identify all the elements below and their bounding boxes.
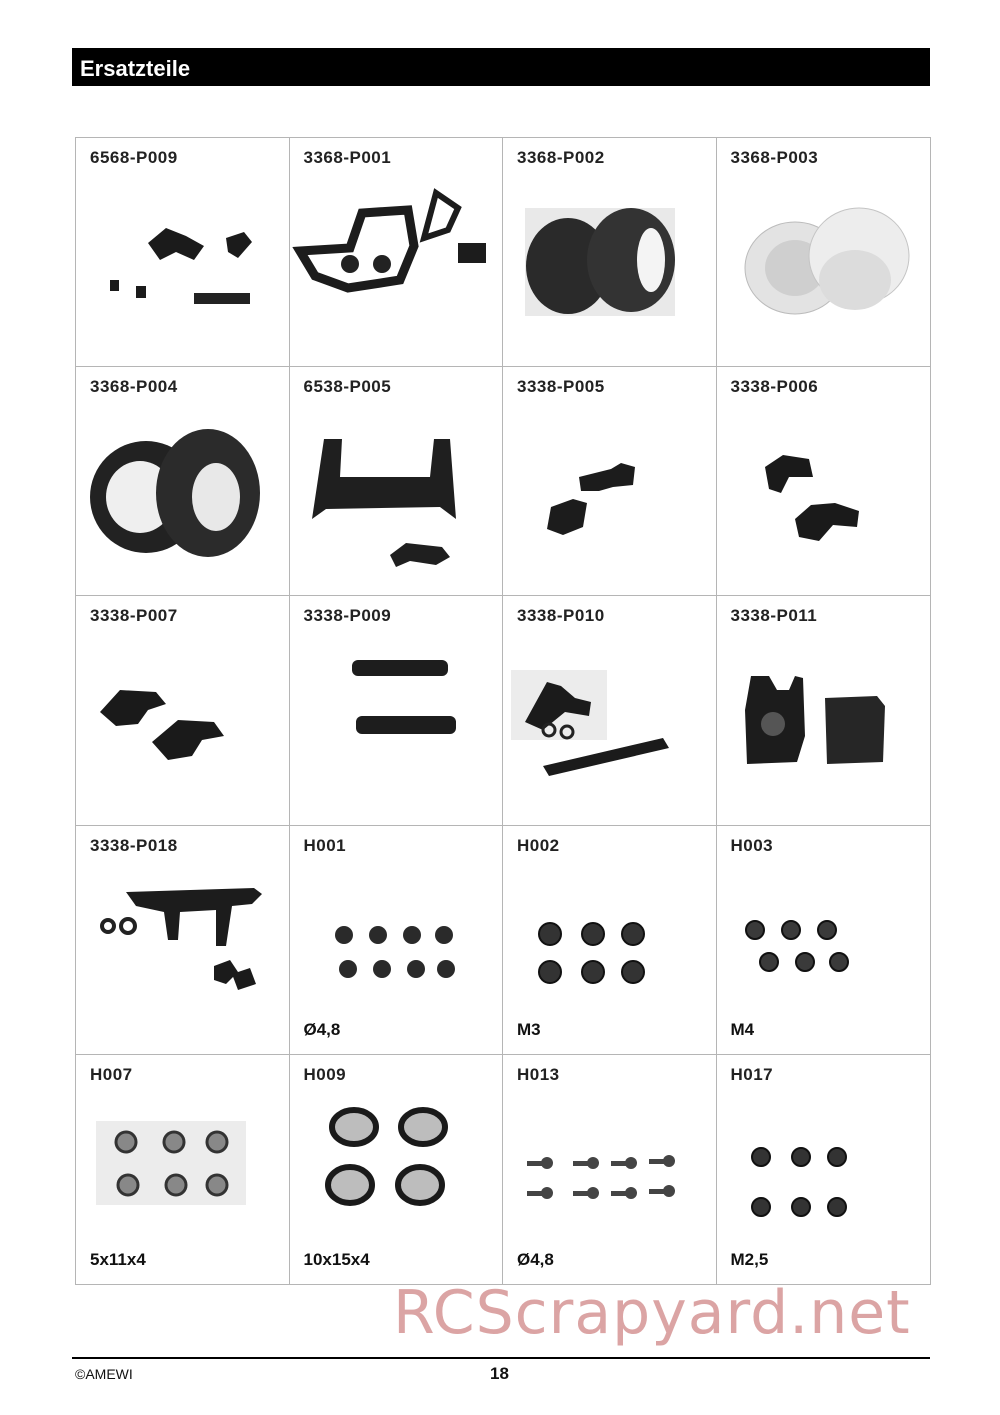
part-image-bearings-10x15x4 (290, 1085, 504, 1275)
part-cell (76, 1055, 290, 1284)
part-size: Ø4,8 (303, 1019, 341, 1039)
part-code: 3368-P004 (90, 377, 178, 397)
part-code: H001 (303, 835, 347, 855)
parts-grid (75, 137, 931, 1285)
part-cell (290, 138, 504, 367)
part-cell (503, 138, 717, 367)
part-image-servo-saver (503, 626, 717, 816)
part-code: H002 (517, 835, 560, 855)
part-image-wheels (76, 397, 290, 587)
part-size: M3 (517, 1019, 541, 1039)
part-code: H007 (90, 1064, 133, 1084)
part-cell (290, 826, 504, 1055)
part-cell (76, 367, 290, 596)
part-image-ball-studs (503, 1085, 717, 1275)
part-cell (290, 596, 504, 825)
part-cell (503, 826, 717, 1055)
part-cell (290, 1055, 504, 1284)
part-code: 3338-P018 (90, 835, 178, 855)
part-code: H013 (517, 1064, 560, 1084)
part-image-bearings-5x11x4 (76, 1085, 290, 1275)
part-image-suspension-mounts (290, 626, 504, 816)
part-image-body-mount (76, 856, 290, 1046)
part-size: 5x11x4 (90, 1249, 146, 1269)
part-code: H009 (303, 1064, 347, 1084)
part-cell (503, 596, 717, 825)
part-image-ball-nuts (290, 856, 504, 1046)
part-cell (290, 367, 504, 596)
part-cell (717, 1055, 931, 1284)
part-image-lock-nuts-m2-5 (717, 1085, 931, 1275)
section-title: Ersatzteile (80, 56, 191, 81)
part-code: 3338-P006 (730, 377, 819, 397)
part-image-lock-nuts-m4 (717, 856, 931, 1046)
part-cell (717, 826, 931, 1055)
part-size: 10x15x4 (303, 1249, 370, 1269)
part-code: 6568-P009 (90, 148, 178, 167)
part-code: 3368-P002 (517, 148, 605, 167)
part-size: Ø4,8 (517, 1249, 554, 1269)
part-code: 3368-P003 (730, 148, 819, 167)
part-code: 3368-P001 (303, 148, 392, 167)
part-cell (503, 367, 717, 596)
part-code: 3338-P007 (90, 606, 178, 626)
part-code: 3338-P009 (303, 606, 392, 626)
part-cell (503, 1055, 717, 1284)
part-cell (717, 367, 931, 596)
part-image-rims (717, 168, 931, 358)
footer-copyright: ©AMEWI (75, 1366, 133, 1382)
watermark: RCScrapyard.net (393, 1278, 911, 1348)
part-size: M2,5 (730, 1249, 769, 1269)
part-code: H017 (730, 1064, 774, 1084)
part-image-mount (290, 397, 504, 587)
part-cell (76, 596, 290, 825)
part-image-tires (503, 168, 717, 358)
part-size: M4 (730, 1019, 755, 1039)
part-cell (76, 138, 290, 367)
part-code: 3338-P011 (730, 606, 818, 626)
part-image-small-brackets (76, 168, 290, 358)
part-image-bumper (290, 168, 504, 358)
part-image-knuckles (503, 397, 717, 587)
part-code: 3338-P010 (517, 606, 605, 626)
part-code: H003 (730, 835, 774, 855)
section-header (72, 48, 930, 86)
part-image-c-hubs (76, 626, 290, 816)
part-cell (717, 138, 931, 367)
part-image-gearbox (717, 626, 931, 816)
footer-divider (72, 1357, 930, 1359)
part-image-lock-nuts-m3 (503, 856, 717, 1046)
page-number: 18 (490, 1364, 509, 1383)
part-code: 6538-P005 (303, 377, 392, 397)
part-image-hub-carriers (717, 397, 931, 587)
part-code: 3338-P005 (517, 377, 605, 397)
part-cell (717, 596, 931, 825)
part-cell (76, 826, 290, 1055)
